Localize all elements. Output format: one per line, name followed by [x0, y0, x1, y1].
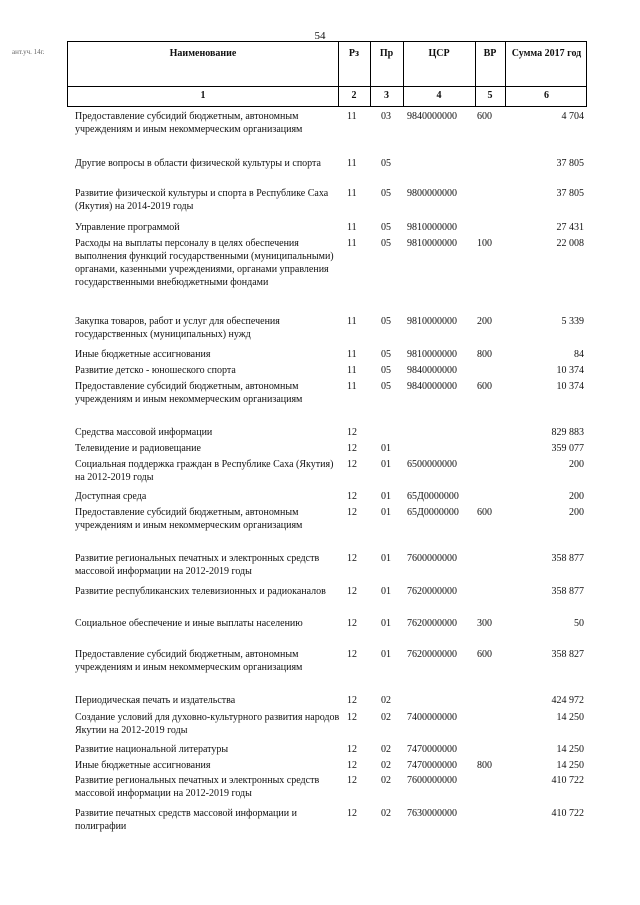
row-csr: 9810000000	[407, 316, 457, 327]
row-rz: 12	[347, 443, 357, 454]
row-pr: 05	[381, 188, 391, 199]
row-pr: 02	[381, 695, 391, 706]
row-pr: 05	[381, 381, 391, 392]
row-sum: 14 250	[556, 712, 584, 723]
header-num-rz: 2	[351, 90, 357, 101]
row-pr: 02	[381, 744, 391, 755]
row-rz: 12	[347, 760, 357, 771]
row-name: Развитие печатных средств массовой информации и полиграфии	[75, 808, 297, 832]
header-sum: Сумма 2017 год	[511, 48, 582, 59]
row-rz: 12	[347, 808, 357, 819]
row-name: Предоставление субсидий бюджетным, автономным учреждениям и иным некоммерческим организациям	[75, 507, 303, 531]
row-sum: 829 883	[551, 427, 584, 438]
row-csr: 9840000000	[407, 365, 457, 376]
row-rz: 11	[347, 365, 357, 376]
row-csr: 7600000000	[407, 775, 457, 786]
row-csr: 9810000000	[407, 349, 457, 360]
row-csr: 7630000000	[407, 808, 457, 819]
row-csr: 9840000000	[407, 381, 457, 392]
row-pr: 01	[381, 586, 391, 597]
row-pr: 03	[381, 111, 391, 122]
row-name: Периодическая печать и издательства	[75, 695, 236, 706]
row-name: Социальное обеспечение и иные выплаты населению	[75, 618, 303, 629]
row-pr: 02	[381, 808, 391, 819]
row-rz: 12	[347, 649, 357, 660]
row-rz: 12	[347, 744, 357, 755]
row-pr: 01	[381, 491, 391, 502]
row-rz: 12	[347, 586, 357, 597]
row-vr: 600	[477, 649, 492, 660]
row-sum: 358 827	[551, 649, 584, 660]
row-name: Закупка товаров, работ и услуг для обеспечения государственных (муниципальных) нужд	[75, 316, 280, 340]
row-name: Социальная поддержка граждан в Республике Саха (Якутия) на 2012-2019 годы	[75, 459, 334, 483]
row-sum: 424 972	[551, 695, 584, 706]
row-csr: 65Д0000000	[407, 507, 459, 518]
header-num-sum: 6	[544, 90, 549, 101]
margin-note: ант.уч. 14г.	[12, 48, 45, 56]
row-rz: 11	[347, 111, 357, 122]
row-sum: 10 374	[556, 365, 584, 376]
row-sum: 410 722	[551, 775, 584, 786]
row-pr: 05	[381, 316, 391, 327]
row-name: Развитие региональных печатных и электронных средств массовой информации на 2012-2019 годы	[75, 553, 320, 577]
row-rz: 11	[347, 238, 357, 249]
row-rz: 12	[347, 491, 357, 502]
row-pr: 05	[381, 349, 391, 360]
row-pr: 02	[381, 760, 391, 771]
row-csr: 7620000000	[407, 586, 457, 597]
row-sum: 358 877	[551, 586, 584, 597]
row-name: Развитие республиканских телевизионных и радиоканалов	[75, 586, 326, 597]
table-header	[67, 41, 587, 107]
header-rz: Рз	[348, 48, 360, 59]
header-num-vr: 5	[487, 90, 493, 101]
row-sum: 5 339	[561, 316, 584, 327]
row-pr: 02	[381, 775, 391, 786]
row-name: Доступная среда	[75, 491, 147, 502]
row-rz: 11	[347, 158, 357, 169]
row-name: Развитие региональных печатных и электронных средств массовой информации на 2012-2019 годы	[75, 775, 320, 799]
row-csr: 7620000000	[407, 618, 457, 629]
row-csr: 6500000000	[407, 459, 457, 470]
row-rz: 12	[347, 695, 357, 706]
row-sum: 358 877	[551, 553, 584, 564]
row-name: Развитие национальной литературы	[75, 744, 229, 755]
row-name: Иные бюджетные ассигнования	[75, 349, 211, 360]
row-pr: 05	[381, 158, 391, 169]
row-name: Развитие физической культуры и спорта в Республике Саха (Якутия) на 2014-2019 годы	[75, 188, 329, 212]
row-name: Предоставление субсидий бюджетным, автономным учреждениям и иным некоммерческим организациям	[75, 111, 303, 135]
row-sum: 200	[569, 491, 584, 502]
row-name: Средства массовой информации	[75, 427, 213, 438]
row-vr: 800	[477, 760, 492, 771]
row-rz: 11	[347, 188, 357, 199]
row-pr: 01	[381, 553, 391, 564]
row-rz: 12	[347, 427, 357, 438]
row-csr: 9800000000	[407, 188, 457, 199]
header-num-csr: 4	[436, 90, 442, 101]
header-name: Наименование	[169, 48, 237, 59]
row-pr: 01	[381, 459, 391, 470]
row-sum: 200	[569, 507, 584, 518]
row-sum: 37 805	[556, 158, 584, 169]
row-pr: 05	[381, 238, 391, 249]
header-num-pr: 3	[384, 90, 389, 101]
row-sum: 4 704	[561, 111, 584, 122]
row-vr: 200	[477, 316, 492, 327]
row-rz: 12	[347, 507, 357, 518]
row-name: Телевидение и радиовещание	[75, 443, 201, 454]
row-vr: 800	[477, 349, 492, 360]
row-rz: 11	[347, 222, 357, 233]
row-rz: 12	[347, 618, 357, 629]
row-name: Иные бюджетные ассигнования	[75, 760, 211, 771]
row-csr: 9840000000	[407, 111, 457, 122]
row-csr: 7620000000	[407, 649, 457, 660]
row-name: Предоставление субсидий бюджетным, автономным учреждениям и иным некоммерческим организациям	[75, 381, 303, 405]
row-pr: 05	[381, 365, 391, 376]
row-sum: 22 008	[556, 238, 584, 249]
row-sum: 27 431	[556, 222, 584, 233]
row-csr: 9810000000	[407, 238, 457, 249]
row-pr: 01	[381, 443, 391, 454]
row-pr: 01	[381, 649, 391, 660]
row-csr: 9810000000	[407, 222, 457, 233]
row-name: Другие вопросы в области физической культуры и спорта	[75, 158, 321, 169]
row-pr: 01	[381, 618, 391, 629]
row-rz: 11	[347, 381, 357, 392]
row-sum: 10 374	[556, 381, 584, 392]
row-sum: 410 722	[551, 808, 584, 819]
row-vr: 600	[477, 381, 492, 392]
row-name: Управление программой	[75, 222, 180, 233]
row-csr: 7400000000	[407, 712, 457, 723]
header-num-name: 1	[200, 90, 206, 101]
row-vr: 300	[477, 618, 492, 629]
row-sum: 359 077	[551, 443, 584, 454]
row-csr: 7600000000	[407, 553, 457, 564]
row-pr: 02	[381, 712, 391, 723]
row-csr: 65Д0000000	[407, 491, 459, 502]
header-csr: ЦСР	[428, 48, 450, 59]
row-sum: 14 250	[556, 744, 584, 755]
row-rz: 12	[347, 775, 357, 786]
header-pr: Пр	[379, 48, 394, 59]
row-name: Предоставление субсидий бюджетным, автономным учреждениям и иным некоммерческим организациям	[75, 649, 303, 673]
row-vr: 600	[477, 507, 492, 518]
row-csr: 7470000000	[407, 760, 457, 771]
row-sum: 50	[574, 618, 584, 629]
row-vr: 100	[477, 238, 492, 249]
row-rz: 12	[347, 553, 357, 564]
row-rz: 11	[347, 349, 357, 360]
header-vr: ВР	[483, 48, 497, 59]
row-rz: 12	[347, 712, 357, 723]
row-rz: 11	[347, 316, 357, 327]
page-number: 54	[314, 30, 326, 42]
row-rz: 12	[347, 459, 357, 470]
row-vr: 600	[477, 111, 492, 122]
row-name: Развитие детско - юношеского спорта	[75, 365, 236, 376]
row-sum: 37 805	[556, 188, 584, 199]
row-sum: 14 250	[556, 760, 584, 771]
row-sum: 84	[574, 349, 584, 360]
row-csr: 7470000000	[407, 744, 457, 755]
row-sum: 200	[569, 459, 584, 470]
row-name: Создание условий для духовно-культурного развития народов Якутии на 2012-2019 годы	[75, 712, 340, 736]
row-pr: 05	[381, 222, 391, 233]
row-name: Расходы на выплаты персоналу в целях обеспечения выполнения функций государственными (муниципальными) органами, казенными учреждениями, органами управления государственными внебюджетными фондами	[75, 238, 334, 288]
row-pr: 01	[381, 507, 391, 518]
